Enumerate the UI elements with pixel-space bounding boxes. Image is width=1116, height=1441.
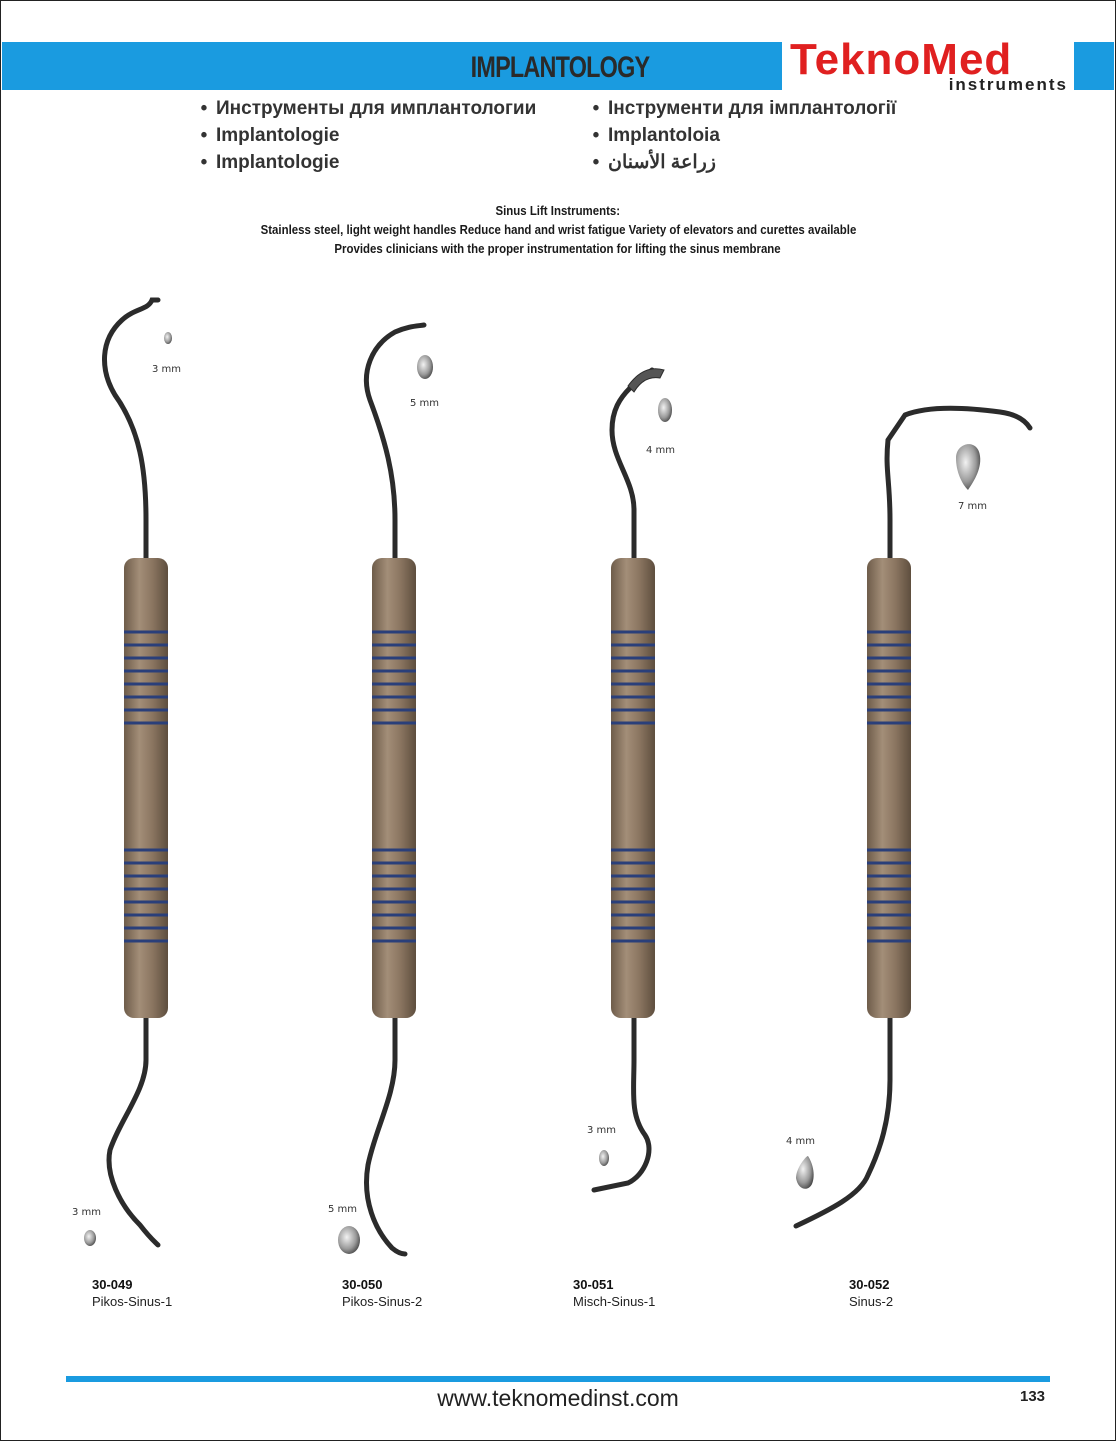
- instrument-30-051: [594, 369, 672, 1190]
- brand-name: TeknoMed: [790, 35, 1013, 84]
- product-caption: [92, 1276, 172, 1310]
- tip-size-label: 7 mm: [958, 501, 988, 512]
- tip-detail-bottom: [599, 1150, 609, 1166]
- tip-size-label: 4 mm: [646, 445, 676, 456]
- footer-url[interactable]: www.teknomedinst.com: [437, 1385, 679, 1411]
- language-item: • Implantoloia: [586, 122, 896, 149]
- instrument-30-052: [796, 408, 1030, 1226]
- handle: [867, 558, 911, 1018]
- tip-detail-bottom: [338, 1226, 360, 1254]
- handle: [611, 558, 655, 1018]
- instrument-30-049: [84, 300, 172, 1246]
- product-caption: [342, 1276, 422, 1310]
- page-number: 133: [1020, 1388, 1046, 1405]
- language-item: • زراعة الأسنان: [586, 149, 896, 176]
- brand-subtitle: instruments: [948, 75, 1068, 94]
- bottom-working-end: [367, 1015, 405, 1254]
- product-name: Sinus-2: [849, 1294, 894, 1309]
- tip-size-label: 5 mm: [328, 1204, 358, 1215]
- top-working-end: [887, 408, 1030, 560]
- product-name: Misch-Sinus-1: [573, 1294, 656, 1309]
- bottom-working-end: [796, 1015, 890, 1226]
- top-blade: [628, 369, 664, 392]
- language-item: • Инструменты для имплантологии: [194, 95, 536, 122]
- top-working-end: [105, 300, 158, 560]
- product-name: Pikos-Sinus-2: [342, 1294, 423, 1309]
- tip-detail-bottom: [84, 1230, 96, 1246]
- tip-size-label: 3 mm: [152, 364, 182, 375]
- handle: [372, 558, 416, 1018]
- bottom-working-end: [109, 1015, 158, 1245]
- language-item: • Інструменти для імплантології: [586, 95, 896, 122]
- top-working-end: [612, 370, 652, 560]
- tip-detail-top: [658, 398, 672, 422]
- tip-detail-top: [956, 444, 980, 490]
- description-line: Stainless steel, light weight handles Reduce hand and wrist fatigue Variety of elevators and curettes available: [260, 222, 856, 237]
- footer-divider: [66, 1376, 1050, 1382]
- product-caption: [849, 1276, 893, 1310]
- instrument-30-050: [338, 325, 433, 1254]
- tip-detail-bottom: [796, 1156, 814, 1189]
- product-code: 30-050: [342, 1277, 383, 1292]
- tip-detail-top: [164, 332, 172, 344]
- language-item: • Implantologie: [194, 122, 536, 149]
- product-code: 30-052: [849, 1277, 890, 1292]
- tip-size-label: 5 mm: [410, 398, 440, 409]
- tip-size-label: 3 mm: [587, 1125, 617, 1136]
- product-caption: [573, 1276, 655, 1310]
- tip-size-label: 3 mm: [72, 1207, 102, 1218]
- tip-size-label: 4 mm: [786, 1136, 816, 1147]
- product-name: Pikos-Sinus-1: [92, 1294, 173, 1309]
- description-line: Provides clinicians with the proper instrumentation for lifting the sinus membrane: [334, 241, 782, 256]
- description-heading: Sinus Lift Instruments:: [495, 203, 621, 218]
- language-item: • Implantologie: [194, 149, 536, 176]
- top-working-end: [366, 325, 424, 560]
- handle: [124, 558, 168, 1018]
- tip-detail-top: [417, 355, 433, 379]
- product-code: 30-049: [92, 1277, 133, 1292]
- product-code: 30-051: [573, 1277, 614, 1292]
- page-title: IMPLANTOLOGY: [470, 51, 650, 84]
